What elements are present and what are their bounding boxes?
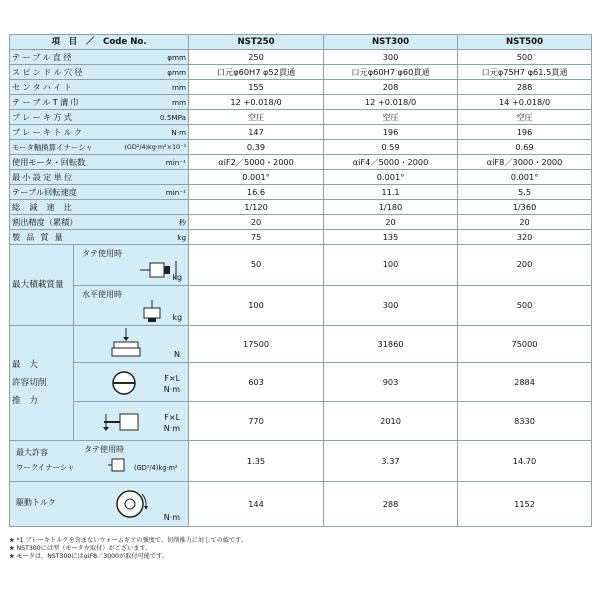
- row-label: 割出精度（累積）: [12, 216, 78, 227]
- thrust-title-2: 許容切削: [12, 378, 47, 388]
- cell-value: 0.001°: [189, 170, 324, 185]
- unit-fl: F×L: [164, 413, 181, 422]
- cell-value: 17500: [189, 326, 324, 363]
- cell-value: 250: [189, 50, 324, 65]
- row-label: モータ軸換算イナーシャ: [12, 142, 93, 152]
- row-unit: φmm: [167, 52, 187, 62]
- cell-value: 288: [324, 482, 458, 527]
- row-label: ブレーキ方式: [12, 111, 74, 122]
- model-nst250: NST250: [189, 35, 324, 50]
- cell-value: αiF2／5000・2000: [189, 155, 324, 170]
- table-row: [10, 80, 592, 95]
- cell-value: 口元φ75H7 φ61.5貫通: [458, 65, 592, 80]
- unit-nm: N·m: [163, 385, 181, 394]
- work-inertia-sub-label: タテ使用時: [84, 445, 124, 454]
- cell-value: 155: [189, 80, 324, 95]
- unit-n: N: [174, 350, 181, 359]
- cell-value: 0.001°: [324, 170, 458, 185]
- cell-value: 200: [458, 245, 592, 286]
- cell-value: 空圧: [189, 110, 324, 125]
- row-label: ブレーキトルク: [12, 126, 85, 137]
- footnote: ★ NST300には型（モータ左取付）がございます。: [9, 545, 152, 553]
- table-row: [10, 110, 592, 125]
- cell-value: 288: [458, 80, 592, 95]
- cell-value: 1/360: [458, 200, 592, 215]
- table-row: [10, 170, 592, 185]
- spec-sheet: [9, 34, 591, 527]
- thrust-tangential-row: [10, 363, 592, 402]
- table-row: [10, 185, 592, 200]
- cell-value: 12 +0.018/0: [324, 95, 458, 110]
- work-inertia-diagram-icon: [106, 455, 132, 475]
- max-load-horizontal-row: [10, 285, 592, 326]
- cell-value: 2884: [458, 363, 592, 402]
- row-label: 使用モータ・回転数: [12, 156, 86, 167]
- row-unit: mm: [172, 82, 187, 92]
- horizontal-load-diagram-icon: [138, 300, 168, 322]
- cell-value: 1.35: [189, 441, 324, 482]
- cell-value: 144: [189, 482, 324, 527]
- table-row: [10, 50, 592, 65]
- cell-value: 2010: [324, 402, 458, 441]
- work-inertia-title-1: 最大許容: [16, 448, 48, 457]
- cell-value: 14 +0.018/0: [458, 95, 592, 110]
- cell-value: αiF8／3000・2000: [458, 155, 592, 170]
- cell-value: 1/180: [324, 200, 458, 215]
- row-unit: N·m: [171, 127, 187, 137]
- cell-value: 0.69: [458, 140, 592, 155]
- row-unit: kg: [177, 232, 187, 242]
- table-row: [10, 155, 592, 170]
- vertical-use-label: タテ使用時: [82, 249, 122, 258]
- cell-value: 空圧: [458, 110, 592, 125]
- table-row: [10, 200, 592, 215]
- table-row: [10, 230, 592, 245]
- row-label: 総減速比: [12, 201, 81, 212]
- cell-value: 135: [324, 230, 458, 245]
- cell-value: 1152: [458, 482, 592, 527]
- max-load-title: 最大積載質量: [10, 245, 74, 326]
- cell-value: 0.39: [189, 140, 324, 155]
- cell-value: 147: [189, 125, 324, 140]
- cell-value: 208: [324, 80, 458, 95]
- model-nst300: NST300: [324, 35, 458, 50]
- header-item-label: 項 目 ／ Code No.: [10, 35, 189, 50]
- cell-value: 16.6: [189, 185, 324, 200]
- table-row: [10, 125, 592, 140]
- tangential-thrust-diagram-icon: [110, 369, 138, 397]
- drive-torque-diagram-icon: [112, 486, 152, 522]
- unit-kg: kg: [172, 272, 183, 282]
- row-label: テーブル回転速度: [12, 186, 77, 197]
- cell-value: 空圧: [324, 110, 458, 125]
- table-row: [10, 140, 592, 155]
- unit-kg: kg: [172, 313, 183, 322]
- cell-value: 500: [458, 285, 592, 326]
- header-row: [10, 35, 592, 50]
- cell-value: 0.59: [324, 140, 458, 155]
- cell-value: 75000: [458, 326, 592, 363]
- cell-value: 500: [458, 50, 592, 65]
- cell-value: 20: [189, 215, 324, 230]
- max-load-vertical-row: [10, 245, 592, 286]
- row-label: センタハイト: [12, 81, 74, 92]
- footnotes: [9, 537, 591, 562]
- table-row: [10, 65, 592, 80]
- cell-value: 300: [324, 50, 458, 65]
- cell-value: 603: [189, 363, 324, 402]
- thrust-title-3: 推 力: [12, 396, 38, 406]
- row-unit: mm: [172, 97, 187, 107]
- cell-value: 20: [324, 215, 458, 230]
- cell-value: 320: [458, 230, 592, 245]
- cell-value: 31860: [324, 326, 458, 363]
- cell-value: 14.70: [458, 441, 592, 482]
- table-row: [10, 95, 592, 110]
- row-unit: 秒: [178, 217, 187, 227]
- model-nst500: NST500: [458, 35, 592, 50]
- cell-value: 20: [458, 215, 592, 230]
- row-label: 最小設定単位: [12, 171, 75, 182]
- drive-torque-title: 駆動トルク: [16, 498, 56, 507]
- overhang-thrust-diagram-icon: [102, 408, 146, 436]
- cell-value: 100: [324, 245, 458, 286]
- work-inertia-row: [10, 441, 592, 482]
- unit-fl: F×L: [164, 374, 181, 383]
- cell-value: 50: [189, 245, 324, 286]
- work-inertia-unit: (GD²/4)kg·m²: [134, 464, 178, 472]
- cell-value: 口元φ60H7 φ52貫通: [189, 65, 324, 80]
- row-unit: φmm: [167, 67, 187, 77]
- row-unit: min⁻¹: [165, 187, 187, 197]
- cell-value: αiF4／5000・2000: [324, 155, 458, 170]
- row-unit: (GD²/4)kg·m²×10⁻³: [124, 142, 187, 151]
- row-label: テーブル直径: [12, 51, 74, 62]
- footnote: ★ *1 ブレーキトルクを含まないウォームギアの強度で、切削推力に対しての値です。: [9, 537, 248, 544]
- row-unit: min⁻¹: [165, 157, 187, 167]
- footnote: ★ モータは、NST300にはαiF8／3000が取付可能です。: [9, 553, 168, 561]
- drive-torque-row: [10, 482, 592, 527]
- row-label: テーブルT溝巾: [12, 96, 81, 107]
- thrust-title-1: 最 大: [12, 360, 38, 370]
- cell-value: 770: [189, 402, 324, 441]
- row-label: 製品質量: [12, 231, 69, 242]
- row-label: スピンドル穴径: [12, 66, 85, 77]
- cell-value: 0.001°: [458, 170, 592, 185]
- cell-value: 100: [189, 285, 324, 326]
- cell-value: 8330: [458, 402, 592, 441]
- cell-value: 903: [324, 363, 458, 402]
- cell-value: 1/120: [189, 200, 324, 215]
- cell-value: 3.37: [324, 441, 458, 482]
- unit-nm: N·m: [163, 513, 181, 522]
- axial-thrust-diagram-icon: [106, 328, 146, 358]
- cell-value: 196: [458, 125, 592, 140]
- cell-value: 5.5: [458, 185, 592, 200]
- horizontal-use-label: 水平使用時: [82, 289, 122, 299]
- row-unit: 0.5MPa: [159, 112, 187, 122]
- spec-table: [9, 34, 592, 527]
- cell-value: 75: [189, 230, 324, 245]
- cell-value: 12 +0.018/0: [189, 95, 324, 110]
- cell-value: 11.1: [324, 185, 458, 200]
- work-inertia-title-2: ワークイナーシャ: [16, 463, 75, 472]
- table-row: [10, 215, 592, 230]
- cell-value: 196: [324, 125, 458, 140]
- cell-value: 300: [324, 285, 458, 326]
- thrust-axial-row: [10, 326, 592, 363]
- cell-value: 口元φ60H7 φ60貫通: [324, 65, 458, 80]
- unit-nm: N·m: [163, 424, 181, 433]
- thrust-overhang-row: [10, 402, 592, 441]
